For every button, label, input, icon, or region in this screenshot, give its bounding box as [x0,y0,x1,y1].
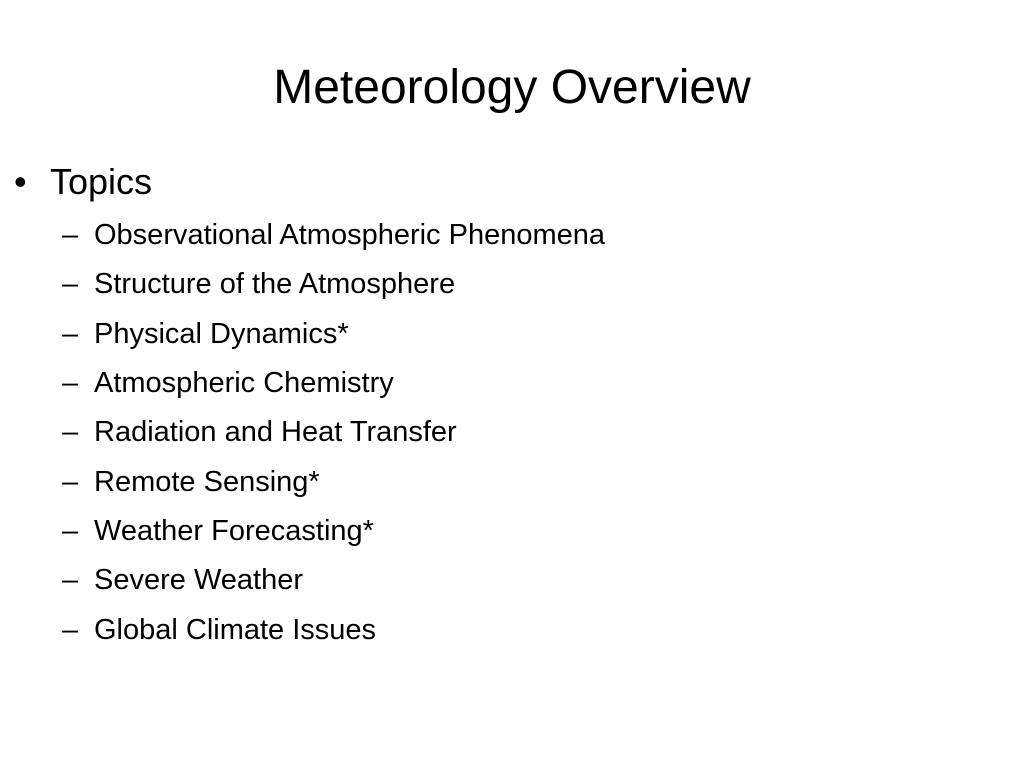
dash-marker: – [62,219,79,252]
list-item [62,260,605,309]
topic-label: Observational Atmospheric Phenomena [94,219,606,252]
list-item [62,211,605,260]
topic-label: Global Climate Issues [94,613,377,646]
list-item [62,457,605,506]
bullet-marker: • [14,161,27,202]
dash-marker: – [62,268,79,301]
dash-marker: – [62,465,79,498]
topic-label: Atmospheric Chemistry [94,367,394,400]
topic-label: Weather Forecasting* [94,514,374,547]
dash-marker: – [62,564,79,597]
dash-marker: – [62,613,79,646]
slide-title: Meteorology Overview [273,61,751,114]
topic-label: Physical Dynamics* [94,317,349,350]
list-item [62,359,605,408]
bullet-label: Topics [50,161,153,202]
dash-marker: – [62,367,79,400]
dash-marker: – [62,514,79,547]
list-item [62,507,605,556]
list-item [62,556,605,605]
list-item [62,310,605,359]
topic-label: Structure of the Atmosphere [94,268,456,301]
topic-label: Remote Sensing* [94,465,320,498]
list-item [62,605,605,654]
topic-label: Severe Weather [94,564,304,597]
topic-list [62,211,605,655]
dash-marker: – [62,317,79,350]
bullet-topics [14,160,152,204]
dash-marker: – [62,416,79,449]
list-item [62,408,605,457]
topic-label: Radiation and Heat Transfer [94,416,457,449]
